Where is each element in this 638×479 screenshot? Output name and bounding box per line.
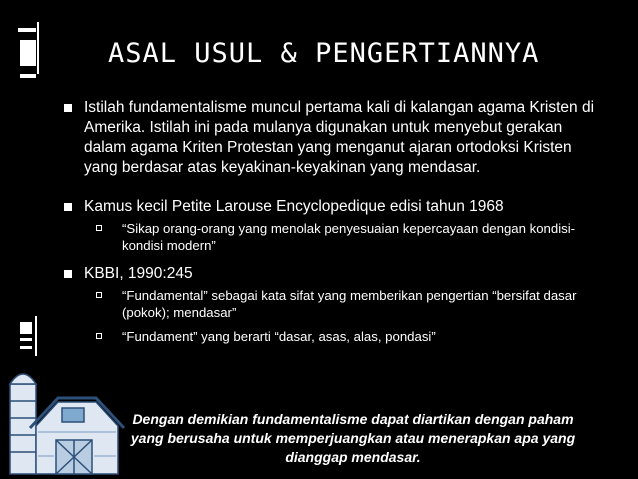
hollow-square-bullet-icon	[96, 292, 102, 298]
sub-bullet-item	[62, 288, 602, 321]
bullet-item	[62, 197, 602, 217]
sub-bullet-text: “Fundament” yang berarti “dasar, asas, alas, pondasi”	[122, 329, 436, 344]
bullet-text: Istilah fundamentalisme muncul pertama kali di kalangan agama Kristen di Amerika. Istilah ini pada mulanya digunakan untuk menyebut gerakan dalam agama Kriten Protestan yang menganut ajaran ortodoksi Kristen yang berdasar atas keyakinan-keyakinan yang mendasar.	[84, 99, 595, 176]
slide-title: ASAL USUL & PENGERTIANNYA	[108, 38, 540, 69]
bullet-text: KBBI, 1990:245	[84, 265, 193, 282]
bullet-item	[62, 264, 602, 284]
bullet-item	[62, 98, 602, 178]
hollow-square-bullet-icon	[96, 225, 102, 231]
sub-bullet-item	[62, 329, 602, 346]
sub-bullet-text: “Fundamental” sebagai kata sifat yang memberikan pengertian “bersifat dasar (pokok); mendasar”	[122, 288, 577, 320]
bullet-text: Kamus kecil Petite Larouse Encyclopedique edisi tahun 1968	[84, 198, 504, 215]
square-bullet-icon	[64, 203, 72, 211]
sub-bullet-item	[62, 221, 602, 254]
conclusion-text: Dengan demikian fundamentalisme dapat diartikan dengan paham yang berusaha untuk memperjuangkan atau menerapkan apa yang dianggap mendasar.	[130, 411, 576, 465]
square-bullet-icon	[64, 104, 72, 112]
hollow-square-bullet-icon	[96, 333, 102, 339]
sub-bullet-text: “Sikap orang-orang yang menolak penyesuaian kepercayaan dengan kondisi-kondisi modern”	[122, 221, 576, 253]
square-bullet-icon	[64, 270, 72, 278]
bullet-list	[62, 98, 602, 346]
barn-silo-illustration	[0, 356, 130, 479]
